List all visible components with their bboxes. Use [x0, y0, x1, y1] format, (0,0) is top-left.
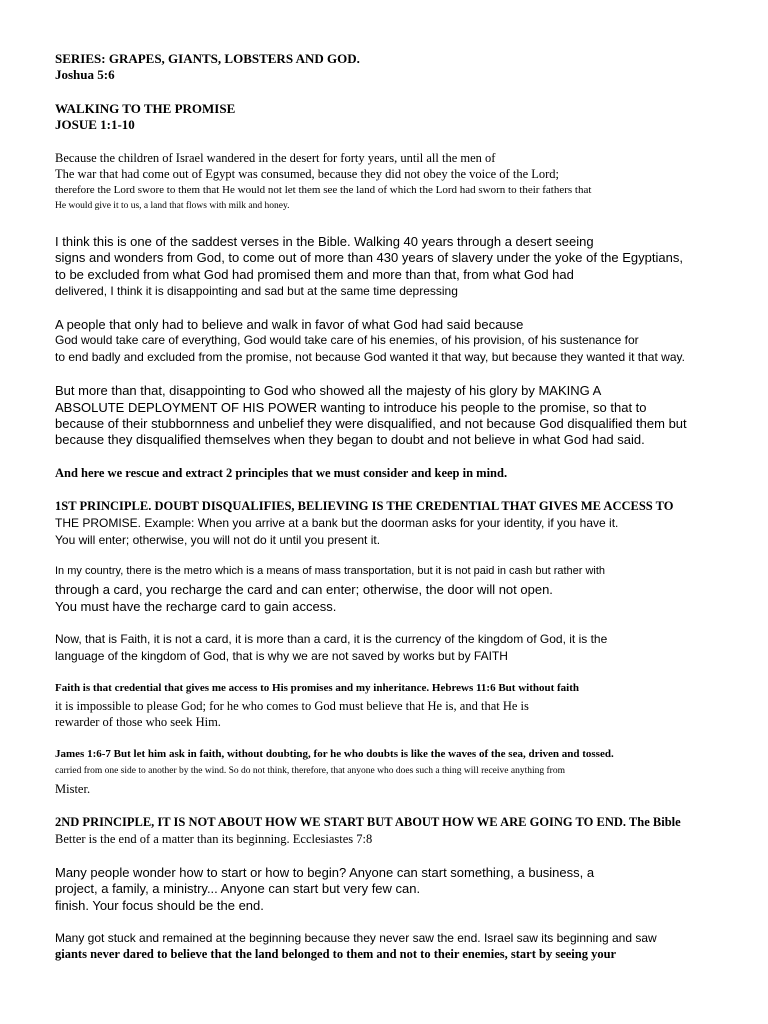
text-line: In my country, there is the metro which is a means of mass transportation, but it is not paid in cash but rather with [55, 565, 606, 577]
text-line: ABSOLUTE DEPLOYMENT OF HIS POWER wanting to introduce his people to the promise, so that to [55, 400, 647, 415]
text-line: God would take care of everything, God would take care of his enemies, of his provision, of his sustenance for [55, 333, 639, 347]
text-line: giants never dared to believe that the land belonged to them and not to their enemies, start by seeing your [55, 947, 617, 961]
text-line: project, a family, a ministry... Anyone can start but very few can. [55, 881, 421, 896]
principle-one-heading: 1ST PRINCIPLE. DOUBT DISQUALIFIES, BELIEVING IS THE CREDENTIAL THAT GIVES ME ACCESS TO [55, 499, 674, 513]
scripture-reference: Joshua 5:6 [55, 67, 115, 82]
text-line: James 1:6-7 But let him ask in faith, without doubting, for he who doubts is like the waves of the sea, driven and tossed. [55, 748, 614, 760]
text-line: finish. Your focus should be the end. [55, 898, 264, 913]
text-line: Many people wonder how to start or how to begin? Anyone can start something, a business, a [55, 865, 595, 880]
text-line: THE PROMISE. Example: When you arrive at a bank but the doorman asks for your identity, if you have it. [55, 516, 619, 530]
text-line: You will enter; otherwise, you will not do it until you present it. [55, 533, 381, 547]
text-line: Mister. [55, 782, 91, 796]
text-line: carried from one side to another by the wind. So do not think, therefore, that anyone who does such a thing will receive anything from [55, 766, 565, 776]
text-line: The war that had come out of Egypt was consumed, because they did not obey the voice of the Lord; [55, 167, 560, 181]
text-line: I think this is one of the saddest verses in the Bible. Walking 40 years through a desert seeing [55, 234, 594, 249]
text-line: Faith is that credential that gives me access to His promises and my inheritance. Hebrews 11:6 But without faith [55, 682, 580, 694]
text-line: delivered, I think it is disappointing and sad but at the same time depressing [55, 284, 458, 298]
series-heading: SERIES: GRAPES, GIANTS, LOBSTERS AND GOD. [55, 51, 360, 66]
text-line: Now, that is Faith, it is not a card, it is more than a card, it is the currency of the kingdom of God, it is the [55, 632, 608, 646]
text-line: signs and wonders from God, to come out of more than 430 years of slavery under the yoke of the Egyptians, [55, 250, 683, 265]
text-line: through a card, you recharge the card and can enter; otherwise, the door will not open. [55, 582, 553, 597]
text-line: Better is the end of a matter than its beginning. Ecclesiastes 7:8 [55, 832, 373, 846]
text-line: it is impossible to please God; for he who comes to God must believe that He is, and that He is [55, 699, 529, 713]
text-line: language of the kingdom of God, that is why we are not saved by works but by FAITH [55, 649, 508, 663]
text-line: to be excluded from what God had promised them and more than that, from what God had [55, 267, 574, 282]
text-line: therefore the Lord swore to them that He would not let them see the land of which the Lord had sworn to their fathers that [55, 184, 592, 196]
sermon-title: WALKING TO THE PROMISE [55, 101, 236, 116]
sermon-subtitle: JOSUE 1:1-10 [55, 117, 135, 132]
text-line: Because the children of Israel wandered in the desert for forty years, until all the men of [55, 151, 496, 165]
principle-two-heading: 2ND PRINCIPLE, IT IS NOT ABOUT HOW WE START BUT ABOUT HOW WE ARE GOING TO END. The Bible [55, 815, 681, 829]
text-line: A people that only had to believe and walk in favor of what God had said because [55, 317, 524, 332]
text-line: because of their stubbornness and unbelief they were disqualified, and not because God disqualified them but [55, 416, 687, 431]
text-line: You must have the recharge card to gain access. [55, 599, 337, 614]
text-line: because they disqualified themselves when they began to doubt and not believe in what God had said. [55, 432, 645, 447]
text-line: But more than that, disappointing to God who showed all the majesty of his glory by MAKING A [55, 383, 602, 398]
text-line: to end badly and excluded from the promise, not because God wanted it that way, but because they wanted it that way. [55, 350, 685, 364]
text-line: rewarder of those who seek Him. [55, 715, 221, 729]
text-line: He would give it to us, a land that flows with milk and honey. [55, 201, 290, 211]
principles-intro: And here we rescue and extract 2 principles that we must consider and keep in mind. [55, 466, 508, 480]
text-line: Many got stuck and remained at the beginning because they never saw the end. Israel saw its beginning and saw [55, 931, 657, 945]
